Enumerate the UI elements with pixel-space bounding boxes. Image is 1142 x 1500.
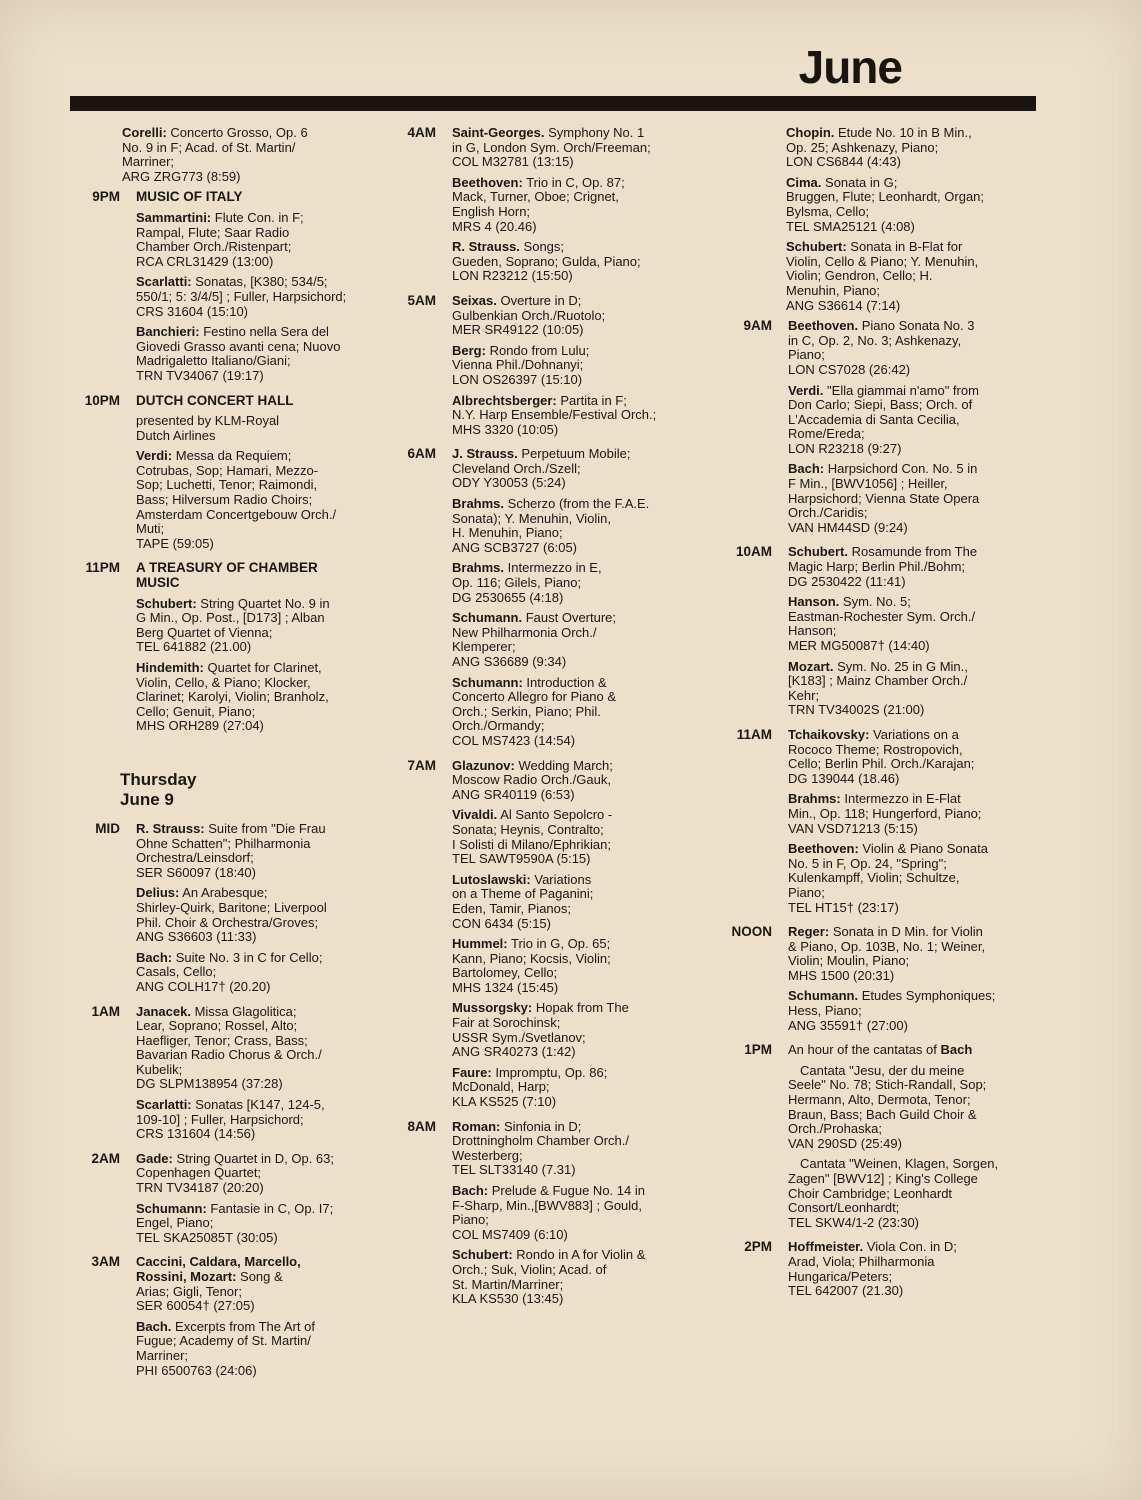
work-details: Trio in G, Op. 65; Kann, Piano; Kocsis, Violin; Bartolomey, Cello; MHS 1324 (15:45): [452, 936, 611, 995]
work-details: Al Santo Sepolcro - Sonata; Heynis, Contralto; I Solisti di Milano/Ephrikian; TEL SAWT9590A (5:15): [452, 807, 613, 867]
slot-entries: [122, 561, 370, 740]
work-details: Excerpts from The Art of Fugue; Academy of St. Martin/ Marriner; PHI 6500763 (24:06): [136, 1318, 315, 1378]
work-details: Festino nella Sera del Giovedi Grasso avanti cena; Nuovo Madrigaletto Italiano/Giani; TRN TV34067 (19:17): [136, 324, 341, 383]
time-label: 9PM: [92, 189, 120, 205]
composer-name: Beethoven:: [788, 841, 859, 857]
work-details: "Ella giammai n'amo" from Don Carlo; Siepi, Bass; Orch. of L'Accademia di Santa Cecilia, Rome/Ereda; LON R23218 (9:27): [788, 382, 979, 456]
listing-entry: [452, 937, 690, 995]
work-details: Sonata in B-Flat for Violin, Cello & Piano; Y. Menuhin, Violin; Gendron, Cello; H. Menuhin, Piano; ANG S36614 (7:14): [786, 239, 979, 313]
work-details: String Quartet No. 9 in G Min., Op. Post., [D173] ; Alban Berg Quartet of Vienna; TEL 641882 (21.00): [136, 595, 330, 655]
composer-name: R. Strauss.: [452, 239, 520, 255]
listing-entry: [452, 611, 690, 669]
listing-entry: [136, 1152, 370, 1196]
listing-entry: [136, 661, 370, 734]
work-details: Violin & Piano Sonata No. 5 in F, Op. 24, "Spring"; Kulenkampff, Violin; Schultze, Piano; TEL HT15† (23:17): [788, 841, 988, 915]
work-details: Flute Con. in F; Rampal, Flute; Saar Radio Chamber Orch./Ristenpart; RCA CRL31429 (13:00): [136, 209, 304, 269]
composer-name: Schumann.: [452, 610, 523, 626]
program-title: MUSIC OF ITALY: [136, 189, 243, 205]
work-details: Partita in F; N.Y. Harp Ensemble/Festival Orch.; MHS 3320 (10:05): [452, 392, 657, 437]
composer-name: Schubert:: [786, 239, 847, 255]
work-details: Intermezzo in E-Flat Min., Op. 118; Hungerford, Piano; VAN VSD71213 (5:15): [788, 791, 982, 836]
slot-entries: [774, 319, 1022, 541]
time-slot: [722, 925, 1022, 1039]
listing-entry: [452, 447, 690, 491]
slot-entries: [774, 728, 1022, 921]
work-details: Faust Overture; New Philharmonia Orch./ Klemperer; ANG S36689 (9:34): [452, 610, 617, 669]
listing-entry: [452, 1066, 690, 1110]
composer-name: Corelli:: [122, 125, 167, 140]
listing-entry: [788, 462, 1022, 535]
work-details: Suite No. 3 in C for Cello; Casals, Cello; ANG COLH17† (20.20): [136, 949, 323, 994]
time-label: 1PM: [744, 1042, 772, 1058]
work-details: Piano Sonata No. 3 in C, Op. 2, No. 3; Ashkenazy, Piano; LON CS7028 (26:42): [788, 318, 975, 377]
listing-entry: [136, 275, 370, 319]
listing-entry: [788, 319, 1022, 377]
listing-entry: [136, 1255, 370, 1313]
work-details: Viola Con. in D; Arad, Viola; Philharmonia Hungarica/Peters; TEL 642007 (21.30): [788, 1239, 957, 1299]
listing-entry: [136, 1320, 370, 1378]
work-details: Sonata in D Min. for Violin & Piano, Op. 103B, No. 1; Weiner, Violin; Moulin, Piano; MHS 1500 (20:31): [788, 924, 986, 983]
work-details: Quartet for Clarinet, Violin, Cello, & Piano; Klocker, Clarinet; Karolyi, Violin; Branholz, Cello; Genuit, Piano; MHS ORH289 (27:04): [136, 660, 329, 734]
work-details: Rondo from Lulu; Vienna Phil./Dohnanyi; LON OS26397 (15:10): [452, 342, 590, 387]
time-label: 7AM: [407, 757, 436, 773]
listing-entry: [786, 176, 1022, 234]
continued-entries: [70, 126, 370, 184]
work-details: Symphony No. 1 in G, London Sym. Orch/Freeman; COL M32781 (13:15): [452, 125, 651, 170]
work-details: Trio in C, Op. 87; Mack, Turner, Oboe; Crignet, English Horn; MRS 4 (20.46): [452, 174, 625, 234]
work-details: Introduction & Concerto Allegro for Piano & Orch.; Serkin, Piano; Phil. Orch./Ormandy; COL MS7423 (14:54): [452, 674, 617, 748]
continued-entries: [722, 126, 1022, 313]
composer-name: Berg:: [452, 342, 486, 358]
listing-entry: [136, 951, 370, 995]
slot-entries: [774, 1240, 1022, 1304]
listing-entry: [452, 1120, 690, 1178]
composer-name: Schumann.: [788, 988, 859, 1004]
time-label: 10AM: [735, 544, 772, 560]
listing-entry: [452, 808, 690, 866]
slot-entries: [438, 447, 690, 754]
work-details: Intermezzo in E, Op. 116; Gilels, Piano; DG 2530655 (4:18): [452, 560, 602, 605]
composer-name: Faure:: [452, 1064, 492, 1080]
time-slot: [70, 1255, 370, 1384]
composer-name: Mozart.: [788, 658, 834, 674]
listing-entry: [788, 989, 1022, 1033]
work-details: Rondo in A for Violin & Orch.; Suk, Violin; Acad. of St. Martin/Marriner; KLA KS530 (13:45): [452, 1247, 646, 1307]
work-details: Rosamunde from The Magic Harp; Berlin Phil./Bohm; DG 2530422 (11:41): [788, 544, 978, 589]
composer-name: Delius:: [136, 885, 180, 901]
listing-entry: [452, 126, 690, 170]
listing-entry: [452, 1184, 690, 1242]
slot-entries: [122, 1255, 370, 1384]
time-slot: [722, 545, 1022, 724]
slot-entries: [122, 822, 370, 1001]
work-details: Sym. No. 25 in G Min., [K183] ; Mainz Chamber Orch./ Kehr; TRN TV34002S (21:00): [788, 658, 968, 718]
work-details: Overture in D; Gulbenkian Orch./Ruotolo; MER SR49122 (10:05): [452, 292, 606, 338]
composer-name: Scarlatti:: [136, 1097, 192, 1113]
program-title: A TREASURY OF CHAMBER MUSIC: [136, 560, 318, 591]
cantata-entry: Cantata "Weinen, Klagen, Sorgen, Zagen" [BWV12] ; King's College Choir Cambridge; Leonhardt Consort/Leonhardt; TEL SKW4/1-2 (23:30): [788, 1156, 999, 1230]
listing-entry: [136, 597, 370, 655]
work-details: Sonata in G; Bruggen, Flute; Leonhardt, Organ; Bylsma, Cello; TEL SMA25121 (4:08): [786, 174, 985, 234]
listing-entry: [788, 384, 1022, 457]
time-label: 10PM: [84, 392, 120, 408]
time-label: MID: [95, 820, 120, 836]
program-title: DUTCH CONCERT HALL: [136, 392, 294, 408]
work-details: Scherzo (from the F.A.E. Sonata); Y. Menuhin, Violin, H. Menuhin, Piano; ANG SCB3727 (6:05): [452, 496, 650, 555]
work-details: An Arabesque; Shirley-Quirk, Baritone; Liverpool Phil. Choir & Orchestra/Groves; ANG S36603 (11:33): [136, 885, 327, 945]
time-slot: [722, 1240, 1022, 1304]
time-slot: [398, 1120, 690, 1313]
listing-entry: [788, 728, 1022, 786]
slot-entries: [122, 1005, 370, 1148]
composer-name: Brahms:: [788, 791, 841, 807]
composer-name: Schubert:: [136, 595, 197, 611]
composer-name: Beethoven.: [788, 318, 859, 334]
listing-entry: [136, 1005, 370, 1093]
work-details: Perpetuum Mobile; Cleveland Orch./Szell; ODY Y30053 (5:24): [452, 446, 631, 491]
listing-entry: [788, 545, 1022, 589]
listing-entry: [136, 325, 370, 383]
listing-entry: [136, 211, 370, 269]
composer-name: Mussorgsky:: [452, 1000, 533, 1016]
listing-entry: [452, 497, 690, 555]
listing-entry: [788, 792, 1022, 836]
time-label: 11AM: [736, 726, 772, 742]
composer-name: Vivaldi.: [452, 807, 498, 823]
slot-entries: [774, 925, 1022, 1039]
time-slot: [70, 1152, 370, 1252]
time-slot: [398, 759, 690, 1116]
composer-name: Bach:: [452, 1183, 489, 1198]
work-details: Prelude & Fugue No. 14 in F-Sharp, Min.,[BWV883] ; Gould, Piano; COL MS7409 (6:10): [452, 1183, 645, 1242]
composer-name: Bach:: [136, 949, 173, 965]
listing-entry: [452, 1001, 690, 1059]
slot-entries: [438, 759, 690, 1116]
work-details: Messa da Requiem; Cotrubas, Sop; Hamari, Mezzo- Sop; Luchetti, Tenor; Raimondi, Bass; Hilversum Radio Choirs; Amsterdam Concertgebouw Orch./ Muti; TAPE (59:05): [136, 448, 337, 551]
work-details: Concerto Grosso, Op. 6 No. 9 in F; Acad. of St. Martin/ Marriner; ARG ZRG773 (8:59): [122, 125, 308, 184]
work-details: Etudes Symphoniques; Hess, Piano; ANG 35591† (27:00): [788, 988, 996, 1033]
listing-entry: [452, 561, 690, 605]
work-details: Impromptu, Op. 86; McDonald, Harp; KLA KS525 (7:10): [452, 1064, 608, 1110]
composer-name: Hoffmeister.: [788, 1239, 864, 1255]
time-label: 6AM: [407, 446, 436, 462]
composer-name: Schubert:: [452, 1247, 513, 1263]
column-3: [722, 126, 1022, 1309]
listing-entry: [788, 660, 1022, 718]
time-slot: [722, 728, 1022, 921]
composer-name: Banchieri:: [136, 324, 200, 340]
composer-name: Janacek.: [136, 1003, 191, 1019]
listing-entry: [788, 1240, 1022, 1298]
time-label: NOON: [731, 924, 772, 940]
time-slot: [70, 561, 370, 740]
composer-name: Saint-Georges.: [452, 125, 545, 140]
composer-name: Schubert.: [788, 544, 848, 560]
listing-entry: [788, 595, 1022, 653]
composer-name: Brahms.: [452, 496, 505, 512]
listing-entry: [452, 873, 690, 931]
slot-entries: [122, 394, 370, 558]
work-details: Song & Arias; Gigli, Tenor; SER 60054† (27:05): [136, 1269, 283, 1314]
composer-name: Roman:: [452, 1118, 501, 1134]
composer-name: Cima.: [786, 174, 822, 190]
composer-name: R. Strauss:: [136, 820, 205, 836]
listing-entry: [452, 240, 690, 284]
slot-entries: [774, 1043, 1022, 1236]
composer-name: Hanson.: [788, 594, 840, 610]
work-details: Variations on a Theme of Paganini; Eden, Tamir, Pianos; CON 6434 (5:15): [452, 871, 594, 931]
work-details: Fantasie in C, Op. I7; Engel, Piano; TEL SKA25085T (30:05): [136, 1200, 334, 1245]
work-details: Sym. No. 5; Eastman-Rochester Sym. Orch./ Hanson; MER MG50087† (14:40): [788, 594, 976, 653]
listing-entry: [452, 176, 690, 234]
work-details: Hopak from The Fair at Sorochinsk; USSR Sym./Svetlanov; ANG SR40273 (1:42): [452, 1000, 629, 1060]
work-details: Wedding March; Moscow Radio Orch./Gauk, ANG SR40119 (6:53): [452, 757, 613, 802]
work-details: Harpsichord Con. No. 5 in F Min., [BWV1056] ; Heiller, Harpsichord; Vienna State Opera Orch./Caridis; VAN HM44SD (9:24): [788, 461, 980, 535]
time-slot: [398, 447, 690, 754]
listing-entry: [452, 759, 690, 803]
listing-entry: [136, 1202, 370, 1246]
composer-name: Schumann:: [452, 674, 523, 690]
slot-entries: [438, 1120, 690, 1313]
time-label: 9AM: [743, 318, 772, 334]
slot-entries: [774, 545, 1022, 724]
listing-entry: [452, 294, 690, 338]
month-title: June: [798, 41, 902, 93]
work-details: Sonatas, [K380; 534/5; 550/1; 5: 3/4/5] ; Fuller, Harpsichord; CRS 31604 (15:10): [136, 274, 347, 319]
slot-entries: [122, 190, 370, 389]
composer-name: Reger:: [788, 924, 830, 940]
slot-entries: [122, 1152, 370, 1252]
listing-entry: [452, 1248, 690, 1306]
time-label: 1AM: [91, 1003, 120, 1019]
listing-entry: [136, 449, 370, 551]
composer-name: Scarlatti:: [136, 274, 192, 290]
composer-name: Sammartini:: [136, 209, 212, 225]
composer-name: Lutoslawski:: [452, 871, 531, 887]
time-slot: [722, 1043, 1022, 1236]
composer-name: Caccini, Caldara, Marcello, Rossini, Mozart:: [136, 1254, 301, 1284]
cantata-entry: Cantata "Jesu, der du meine Seele" No. 78; Stich-Randall, Sop; Hermann, Alto, Dermota, Tenor; Braun, Bass; Bach Guild Choir & Orch./Prohaska; VAN 290SD (25:49): [788, 1062, 987, 1151]
composer-name: Chopin.: [786, 125, 835, 140]
listing-entry: [136, 1098, 370, 1142]
listing-entry: [788, 842, 1022, 915]
time-label: 5AM: [407, 292, 436, 308]
composer-name: Bach.: [136, 1318, 172, 1334]
composer-name: Bach:: [788, 461, 825, 477]
composer-name: Gade:: [136, 1150, 173, 1166]
time-slot: [70, 1005, 370, 1148]
time-label: 4AM: [407, 125, 436, 140]
composer-name: Verdi.: [788, 382, 824, 398]
time-slot: [70, 190, 370, 389]
listing-entry: [136, 886, 370, 944]
program-intro: An hour of the cantatas of Bach: [788, 1042, 973, 1058]
composer-name: Brahms.: [452, 560, 505, 576]
composer-name: J. Strauss.: [452, 446, 518, 462]
composer-name: Verdi:: [136, 448, 173, 464]
slot-entries: [438, 126, 690, 290]
work-details: Variations on a Rococo Theme; Rostropovich, Cello; Berlin Phil. Orch./Karajan; DG 139044 (18.46): [788, 726, 975, 786]
listing-entry: [452, 394, 690, 438]
listing-entry: [786, 126, 1022, 170]
time-label: 8AM: [407, 1118, 436, 1134]
featured-composer: Bach: [940, 1042, 973, 1058]
header-rule: [70, 96, 1036, 111]
composer-name: Seixas.: [452, 292, 497, 308]
work-details: Sinfonia in D; Drottningholm Chamber Orch./ Westerberg; TEL SLT33140 (7.31): [452, 1118, 630, 1178]
column-1: [70, 126, 370, 1388]
listing-entry: [452, 344, 690, 388]
listing-entry: [786, 240, 1022, 313]
composer-name: Hummel:: [452, 936, 508, 952]
work-details: Missa Glagolitica; Lear, Soprano; Rossel, Alto; Haefliger, Tenor; Crass, Bass; Bavarian Radio Chorus & Orch./ Kubelik; DG SLPM138954 (37:28): [136, 1003, 322, 1092]
column-2: [398, 126, 690, 1317]
listing-entry: [136, 822, 370, 880]
time-label: 2PM: [744, 1239, 772, 1255]
composer-name: Hindemith:: [136, 660, 204, 675]
time-label: 11PM: [85, 560, 120, 576]
work-details: Etude No. 10 in B Min., Op. 25; Ashkenazy, Piano; LON CS6844 (4:43): [786, 125, 972, 170]
listing-entry: [452, 676, 690, 749]
work-details: Suite from "Die Frau Ohne Schatten"; Philharmonia Orchestra/Leinsdorf; SER S60097 (18:40): [136, 820, 326, 880]
time-slot: [398, 126, 690, 290]
composer-name: Glazunov:: [452, 757, 515, 773]
composer-name: Beethoven:: [452, 174, 523, 190]
time-slot: [70, 822, 370, 1001]
listing-entry: [122, 126, 370, 184]
composer-name: Tchaikovsky:: [788, 726, 870, 742]
time-slot: [70, 394, 370, 558]
work-details: Songs; Gueden, Soprano; Gulda, Piano; LON R23212 (15:50): [452, 239, 641, 284]
program-note: presented by KLM-Royal Dutch Airlines: [136, 413, 280, 443]
time-label: 2AM: [91, 1150, 120, 1166]
time-slot: [398, 294, 690, 443]
time-label: 3AM: [91, 1254, 120, 1270]
work-details: String Quartet in D, Op. 63; Copenhagen Quartet; TRN TV34187 (20:20): [136, 1150, 334, 1196]
time-slot: [722, 319, 1022, 541]
day-heading: Thursday June 9: [120, 769, 197, 809]
listing-entry: [788, 925, 1022, 983]
work-details: Sonatas [K147, 124-5, 109-10] ; Fuller, Harpsichord; CRS 131604 (14:56): [136, 1097, 325, 1142]
composer-name: Albrechtsberger:: [452, 392, 557, 408]
composer-name: Schumann:: [136, 1200, 207, 1216]
slot-entries: [438, 294, 690, 443]
